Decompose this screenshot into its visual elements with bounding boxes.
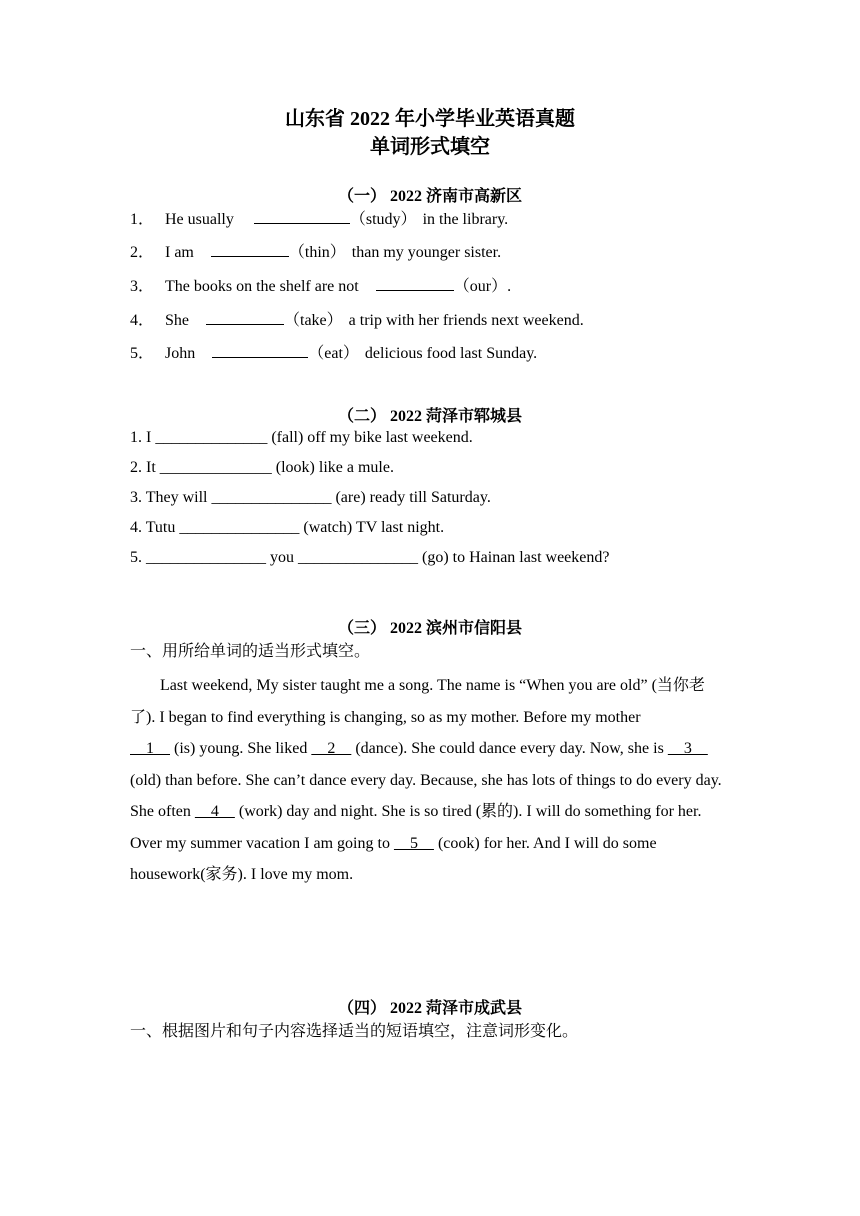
- question-1-3: [130, 275, 511, 298]
- cloze-blank-1[interactable]: 1: [130, 740, 170, 757]
- cloze-blank-3[interactable]: 3: [667, 740, 708, 757]
- cloze-blank-4[interactable]: 4: [194, 803, 235, 820]
- question-text: than my younger sister.: [351, 244, 502, 261]
- section-4-instruction: 一、根据图片和句子内容选择适当的短语填空，注意词形变化。: [130, 1023, 579, 1040]
- document-title: 山东省 2022 年小学毕业英语真题: [285, 108, 575, 130]
- passage-text: Last weekend, My sister taught me a song. The name is “When you are old” (当你老了). I began to find everything is changing, so as my mother. Before my mother: [130, 677, 705, 726]
- question-1-2: [130, 241, 501, 264]
- question-text: a trip with her friends next weekend.: [348, 312, 584, 329]
- question-text: delicious food last Sunday.: [364, 345, 538, 362]
- word-hint: （thin）: [288, 244, 346, 261]
- word-hint: （take）: [284, 312, 343, 329]
- question-number: 4．: [130, 312, 155, 329]
- question-1-1: [130, 208, 508, 231]
- answer-blank[interactable]: [206, 309, 284, 325]
- question-text: in the library.: [422, 211, 509, 228]
- question-text: John: [165, 345, 196, 362]
- section-3-instruction: 一、用所给单词的适当形式填空。: [130, 643, 371, 660]
- question-text: She: [165, 312, 189, 329]
- question-1-5: [130, 342, 537, 365]
- question-2-1: 1. I ______________ (fall) off my bike last weekend.: [130, 429, 473, 446]
- passage-text: (work) day and night. She is so tired (累的). I will do something for her. Over my summer vacation I am going to: [130, 803, 702, 852]
- question-text: He usually: [165, 211, 234, 228]
- question-2-2: 2. It ______________ (look) like a mule.: [130, 459, 394, 476]
- passage-text: (is) young. She liked: [170, 740, 312, 757]
- word-hint: （study）: [349, 211, 417, 228]
- question-number: 1．: [130, 211, 155, 228]
- answer-blank[interactable]: [376, 275, 454, 291]
- passage-text: (old) than before. She can’t dance every day. Because, she has lots of things to do every day. She often: [130, 771, 722, 820]
- cloze-blank-5[interactable]: 5: [393, 834, 434, 852]
- section-3-title: （三） 2022 滨州市信阳县: [337, 620, 522, 637]
- document-subtitle: 单词形式填空: [370, 136, 490, 158]
- answer-blank[interactable]: [212, 342, 308, 358]
- question-2-5: 5. _______________ you _______________ (go) to Hainan last weekend?: [130, 549, 610, 566]
- word-hint: （eat）: [308, 345, 359, 362]
- answer-blank[interactable]: [211, 241, 289, 257]
- question-text: I am: [165, 244, 194, 261]
- question-number: 2．: [130, 244, 155, 261]
- section-2-title: （二） 2022 菏泽市郓城县: [337, 408, 522, 425]
- passage-text: (dance). She could dance every day. Now, she is: [351, 740, 668, 757]
- cloze-passage: [130, 670, 730, 891]
- cloze-blank-2[interactable]: 2: [311, 740, 352, 757]
- section-1-title: （一） 2022 济南市高新区: [337, 188, 522, 205]
- question-number: 5．: [130, 345, 155, 362]
- question-text: The books on the shelf are not: [165, 278, 359, 295]
- question-2-3: 3. They will _______________ (are) ready till Saturday.: [130, 489, 491, 506]
- section-4-title: （四） 2022 菏泽市成武县: [337, 1000, 522, 1017]
- question-number: 3．: [130, 278, 155, 295]
- question-1-4: [130, 309, 584, 332]
- answer-blank[interactable]: [254, 208, 350, 224]
- word-hint: （our）.: [453, 278, 512, 295]
- passage-text: (cook) for her. And I will do some housework(家务). I love my mom.: [130, 834, 657, 883]
- question-2-4: 4. Tutu _______________ (watch) TV last night.: [130, 519, 445, 536]
